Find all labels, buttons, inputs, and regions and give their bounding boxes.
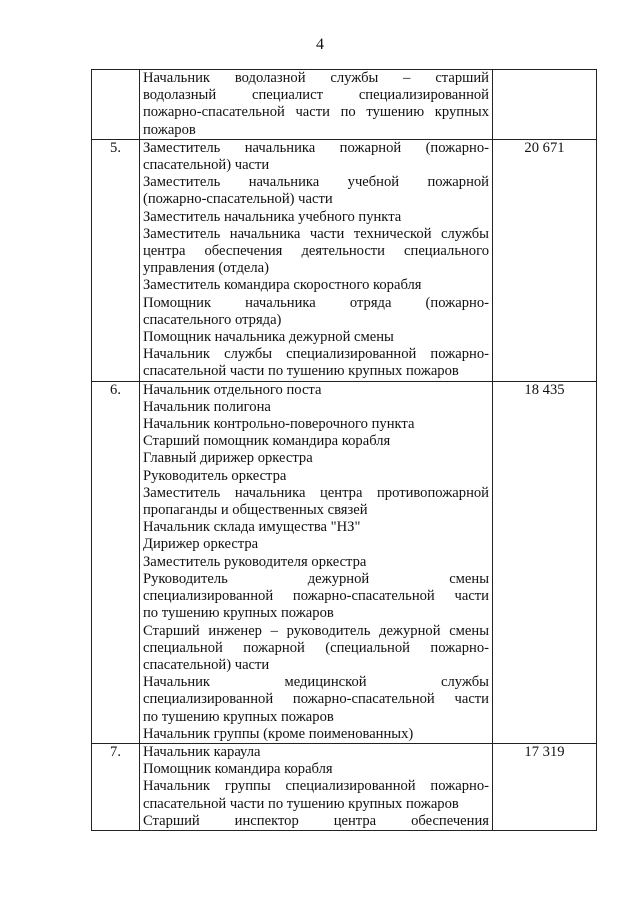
position-line: Помощник начальника отряда (пожарно- bbox=[143, 294, 489, 311]
position-line: Заместитель командира скоростного корабля bbox=[143, 277, 422, 294]
position-line: Начальник караула bbox=[143, 743, 261, 760]
table-row bbox=[92, 381, 597, 743]
position-list bbox=[140, 743, 493, 830]
position-line: пожаров bbox=[143, 121, 196, 138]
position-line: Заместитель начальника пожарной (пожарно- bbox=[143, 139, 489, 156]
position-line: Начальник отдельного поста bbox=[143, 381, 322, 398]
position-line: пропаганды и общественных связей bbox=[143, 502, 368, 519]
row-number: 7. bbox=[92, 743, 140, 830]
position-line: Начальник контрольно-поверочного пункта bbox=[143, 416, 415, 433]
position-line: Руководитель оркестра bbox=[143, 467, 287, 484]
position-line: Заместитель начальника центра противопожарной bbox=[143, 484, 489, 501]
position-line: Дирижер оркестра bbox=[143, 536, 259, 553]
position-line: Старший инженер – руководитель дежурной смены bbox=[143, 622, 489, 639]
row-number: 6. bbox=[92, 381, 140, 743]
position-line: Начальник медицинской службы bbox=[143, 674, 489, 691]
position-line: Начальник склада имущества "НЗ" bbox=[143, 519, 361, 536]
position-line: Начальник группы специализированной пожарно- bbox=[143, 778, 489, 795]
position-line: Старший помощник командира корабля bbox=[143, 433, 391, 450]
position-line: Начальник группы (кроме поименованных) bbox=[143, 725, 414, 742]
position-line: спасательного отряда) bbox=[143, 311, 282, 328]
position-list bbox=[140, 381, 493, 743]
position-line: спасательной части по тушению крупных пожаров bbox=[143, 795, 459, 812]
position-line: Помощник командира корабля bbox=[143, 761, 333, 778]
salary-value: 17 319 bbox=[493, 743, 597, 830]
position-line: по тушению крупных пожаров bbox=[143, 605, 334, 622]
position-line: Начальник водолазной службы – старший bbox=[143, 70, 489, 86]
row-number: 5. bbox=[92, 139, 140, 381]
position-line: по тушению крупных пожаров bbox=[143, 708, 334, 725]
position-line: специализированной пожарно-спасательной части bbox=[143, 691, 489, 708]
position-line: спасательной) части bbox=[143, 157, 270, 174]
salary-value bbox=[493, 70, 597, 140]
position-line: Начальник службы специализированной пожарно- bbox=[143, 346, 489, 363]
position-line: Начальник полигона bbox=[143, 398, 271, 415]
position-line: Старший инспектор центра обеспечения bbox=[143, 812, 489, 829]
position-list bbox=[140, 70, 493, 140]
page-number: 4 bbox=[316, 36, 324, 53]
position-line: спасательной части по тушению крупных пожаров bbox=[143, 363, 459, 380]
position-line: спасательной) части bbox=[143, 656, 270, 673]
position-line: Заместитель руководителя оркестра bbox=[143, 553, 367, 570]
table-row bbox=[92, 743, 597, 830]
row-number bbox=[92, 70, 140, 140]
position-line: Заместитель начальника части технической службы bbox=[143, 225, 489, 242]
table-row bbox=[92, 70, 597, 140]
position-line: Помощник начальника дежурной смены bbox=[143, 329, 394, 346]
position-line: пожарно-спасательной части по тушению крупных bbox=[143, 104, 489, 121]
salary-value: 20 671 bbox=[493, 139, 597, 381]
position-line: Заместитель начальника учебного пункта bbox=[143, 208, 402, 225]
position-line: управления (отдела) bbox=[143, 260, 269, 277]
position-line: центра обеспечения деятельности специального bbox=[143, 243, 489, 260]
positions-salary-table bbox=[91, 69, 597, 831]
table-row bbox=[92, 139, 597, 381]
position-line: специальной пожарной (специальной пожарно- bbox=[143, 639, 489, 656]
position-line: водолазный специалист специализированной bbox=[143, 87, 489, 104]
position-line: Заместитель начальника учебной пожарной bbox=[143, 174, 489, 191]
position-list bbox=[140, 139, 493, 381]
position-line: (пожарно-спасательной) части bbox=[143, 191, 333, 208]
position-line: Главный дирижер оркестра bbox=[143, 450, 313, 467]
position-line: Руководитель дежурной смены bbox=[143, 570, 489, 587]
salary-value: 18 435 bbox=[493, 381, 597, 743]
position-line: специализированной пожарно-спасательной части bbox=[143, 588, 489, 605]
